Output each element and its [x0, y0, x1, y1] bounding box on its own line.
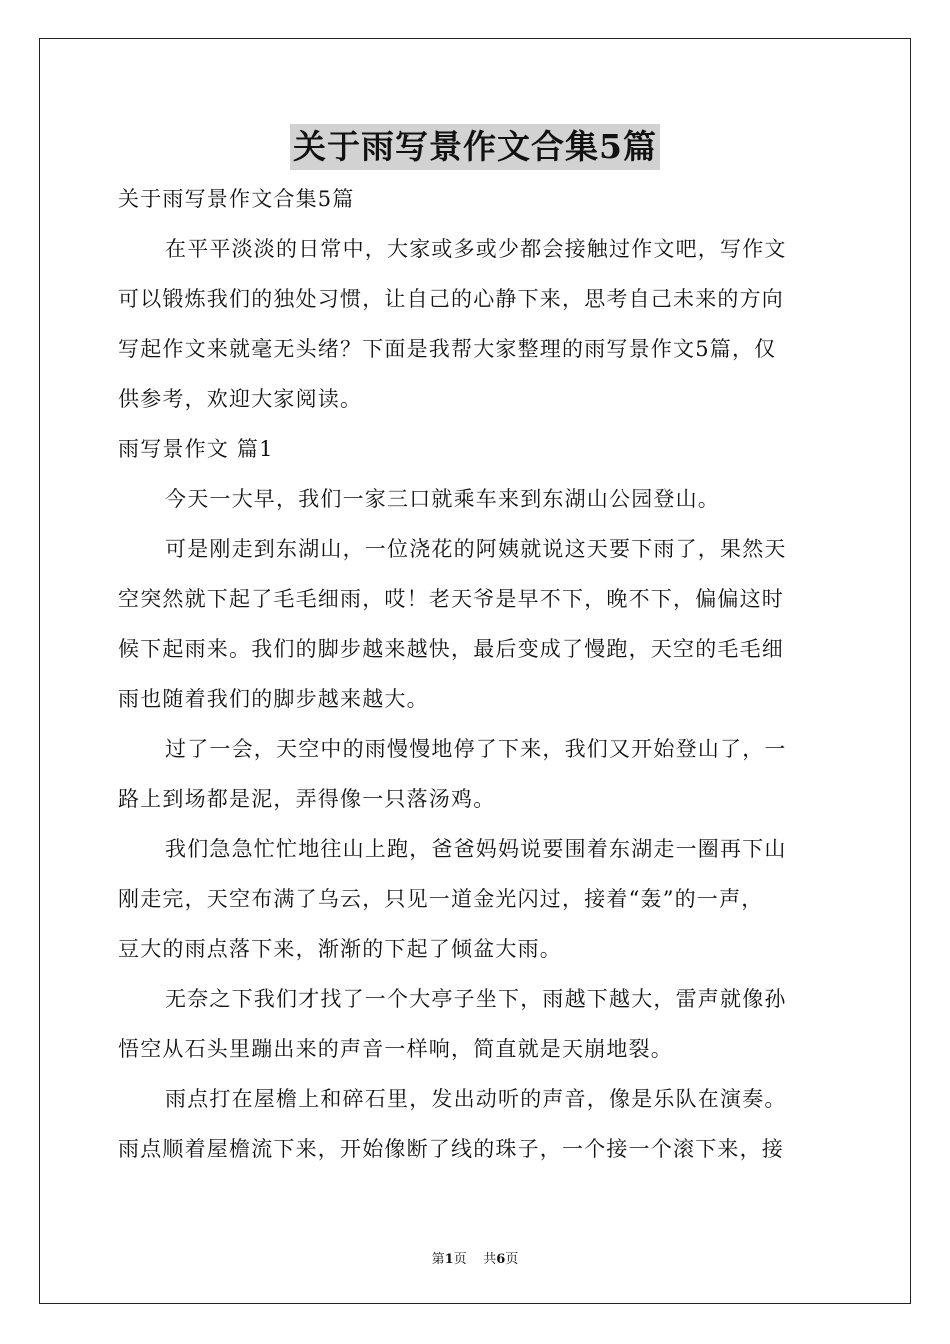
- paragraph-line: 供参考，欢迎大家阅读。: [118, 387, 363, 411]
- page-suffix: 页: [453, 1252, 467, 1267]
- paragraph-line: 候下起雨来。我们的脚步越来越快，最后变成了慢跑，天空的毛毛细: [118, 637, 784, 661]
- page-number: 1: [444, 1252, 454, 1267]
- page-border: [39, 38, 911, 1304]
- total-suffix: 页: [505, 1252, 519, 1267]
- title-text: 关于雨写景作文合集5篇: [290, 124, 660, 170]
- subtitle-line: 关于雨写景作文合集5篇: [118, 187, 355, 211]
- paragraph-line: 空突然就下起了毛毛细雨，哎！老天爷是早不下，晚不下，偏偏这时: [118, 587, 784, 611]
- paragraph-line: 雨点打在屋檐上和碎石里，发出动听的声音，像是乐队在演奏。: [165, 1087, 787, 1111]
- paragraph-line: 豆大的雨点落下来，渐渐的下起了倾盆大雨。: [118, 937, 562, 961]
- paragraph-line: 可以锻炼我们的独处习惯，让自己的心静下来，思考自己未来的方向: [118, 287, 784, 311]
- paragraph-line: 过了一会，天空中的雨慢慢地停了下来，我们又开始登山了，一: [165, 737, 787, 761]
- paragraph-line: 路上到场都是泥，弄得像一只落汤鸡。: [118, 787, 496, 811]
- paragraph-line: 悟空从石头里蹦出来的声音一样响，简直就是天崩地裂。: [118, 1037, 673, 1061]
- page-prefix: 第: [431, 1252, 445, 1267]
- paragraph-line: 无奈之下我们才找了一个大亭子坐下，雨越下越大，雷声就像孙: [165, 987, 787, 1011]
- paragraph-line: 在平平淡淡的日常中，大家或多或少都会接触过作文吧，写作文: [165, 237, 787, 261]
- paragraph-line: 可是刚走到东湖山，一位浇花的阿姨就说这天要下雨了，果然天: [165, 537, 787, 561]
- paragraph-line: 今天一大早，我们一家三口就乘车来到东湖山公园登山。: [165, 487, 720, 511]
- section-heading: 雨写景作文 篇1: [118, 437, 274, 461]
- total-pages: 6: [496, 1252, 506, 1267]
- paragraph-line: 雨也随着我们的脚步越来越大。: [118, 687, 429, 711]
- paragraph-line: 刚走完，天空布满了乌云，只见一道金光闪过，接着“轰”的一声，: [118, 887, 764, 911]
- paragraph-line: 写起作文来就毫无头绪？下面是我帮大家整理的雨写景作文5篇，仅: [118, 337, 777, 361]
- total-prefix: 共: [483, 1252, 497, 1267]
- paragraph-line: 我们急急忙忙地往山上跑，爸爸妈妈说要围着东湖走一圈再下山: [165, 837, 787, 861]
- page-footer: [0, 1248, 950, 1267]
- paragraph-line: 雨点顺着屋檐流下来，开始像断了线的珠子，一个接一个滚下来，接: [118, 1137, 784, 1161]
- document-title: [0, 124, 950, 170]
